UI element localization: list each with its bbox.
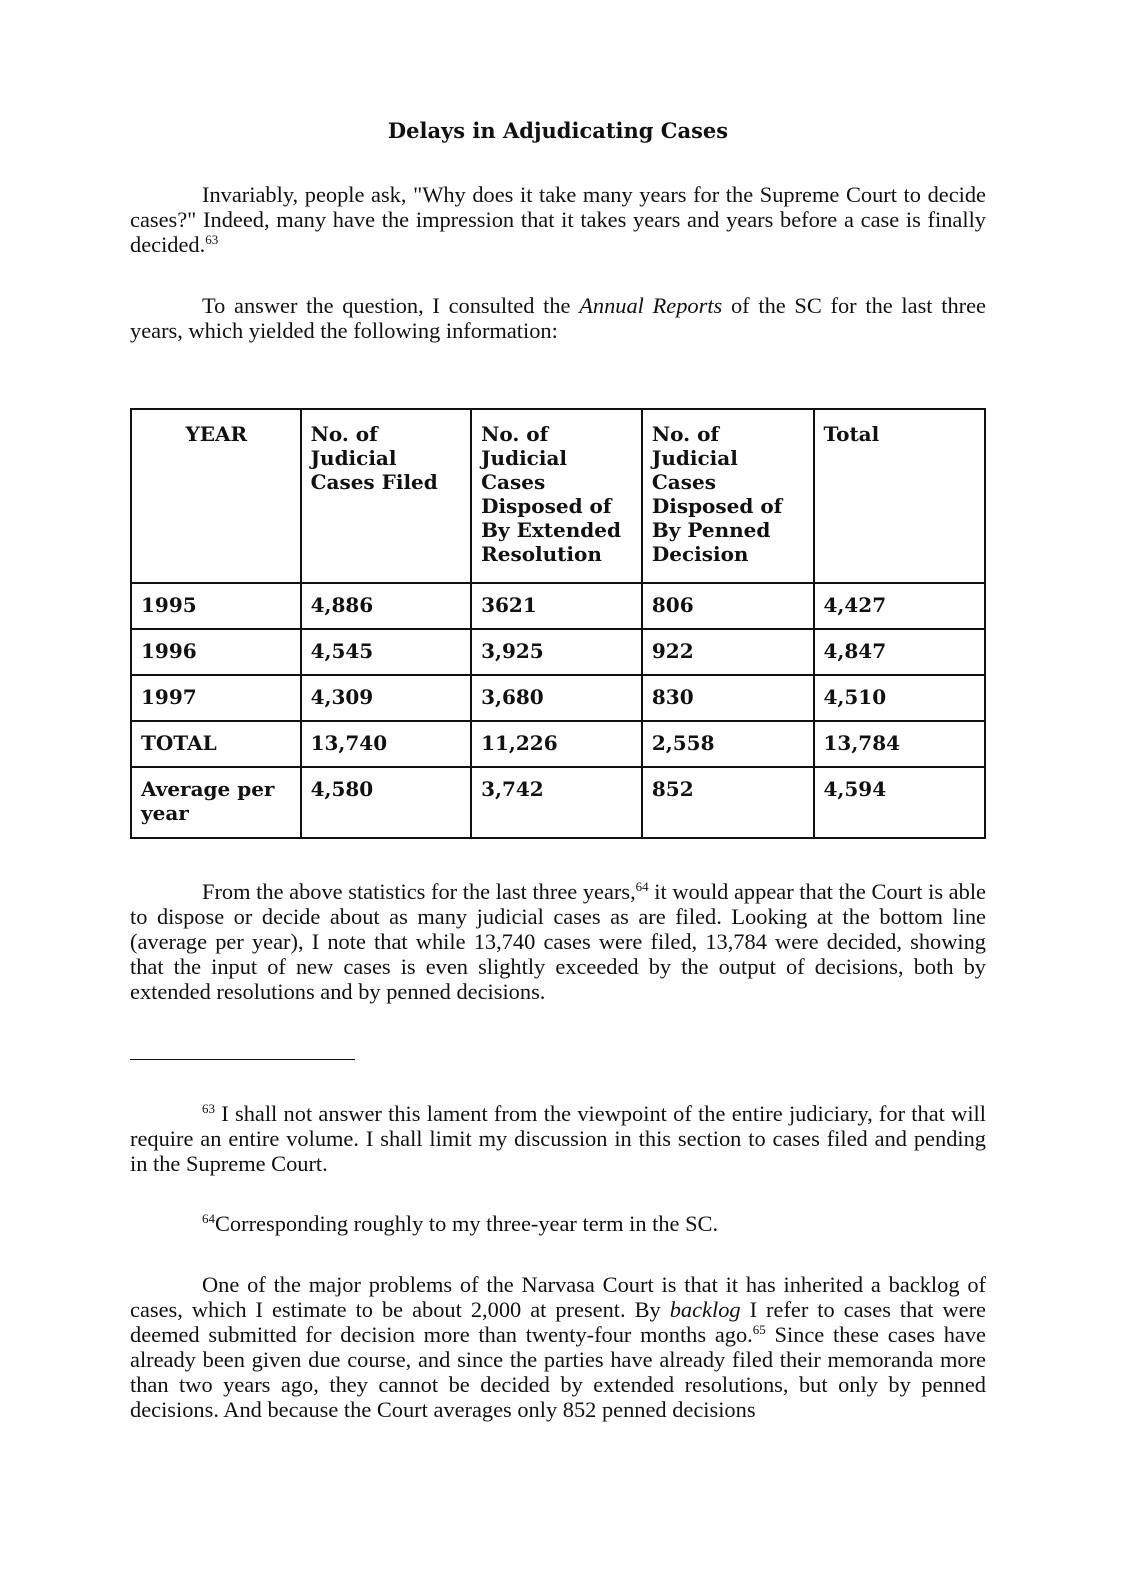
footnote-number: 64: [202, 1211, 215, 1226]
table-row-total: [131, 721, 985, 767]
table-row-average: [131, 767, 985, 838]
cell-extended: 3,680: [471, 675, 642, 721]
cell-filed: 4,886: [301, 583, 472, 629]
header-total: Total: [814, 409, 985, 583]
footnote-text: Corresponding roughly to my three-year term in the SC.: [215, 1211, 719, 1236]
backlog-term: backlog: [669, 1297, 741, 1322]
case-statistics-table: [130, 408, 986, 839]
footnote-number: 63: [202, 1101, 215, 1116]
table-row: [131, 675, 985, 721]
page-title: Delays in Adjudicating Cases: [387, 118, 729, 143]
row-year: 1997: [131, 675, 301, 721]
intro-paragraph: [130, 182, 986, 257]
cell-extended: 11,226: [471, 721, 642, 767]
cell-filed: 4,580: [301, 767, 472, 838]
analysis-paragraph: [130, 879, 986, 1004]
answer-text-before: To answer the question, I consulted the: [202, 293, 580, 318]
header-cases-filed: No. of Judicial Cases Filed: [301, 409, 472, 583]
cell-extended: 3621: [471, 583, 642, 629]
table-header-row: [131, 409, 985, 583]
footnote-ref-63[interactable]: 63: [205, 232, 219, 247]
footnote-63: [130, 1101, 986, 1176]
backlog-text-before: One of the major problems of the Narvasa Court is that it has inherited a backlog of cases, which I estimate to be about 2,000 at present. By: [130, 1272, 986, 1322]
row-label-total: TOTAL: [131, 721, 301, 767]
cell-penned: 2,558: [642, 721, 814, 767]
header-extended-resolution: No. of Judicial Cases Disposed of By Extended Resolution: [471, 409, 642, 583]
answer-text-after: of the SC for the last three years, which yielded the following information:: [130, 293, 986, 343]
footnote-64: [130, 1211, 986, 1236]
footnote-ref-65[interactable]: 65: [752, 1322, 766, 1337]
cell-penned: 852: [642, 767, 814, 838]
backlog-text-middle: I refer to cases that were deemed submitted for decision more than twenty-four months ago.: [130, 1297, 986, 1347]
cell-penned: 830: [642, 675, 814, 721]
backlog-text-after: Since these cases have already been given due course, and since the parties have already filed their memoranda more than two years ago, they cannot be decided by extended resolutions, but only by penned decisions. And because the Court averages only 852 penned decisions: [130, 1322, 986, 1422]
answer-paragraph: [130, 293, 986, 343]
cell-penned: 922: [642, 629, 814, 675]
cell-filed: 13,740: [301, 721, 472, 767]
annual-reports-title: Annual Reports: [579, 293, 723, 318]
header-penned-decision: No. of Judicial Cases Disposed of By Penned Decision: [642, 409, 814, 583]
footnote-ref-64[interactable]: 64: [635, 879, 649, 894]
cell-total: 4,510: [814, 675, 985, 721]
intro-text: Invariably, people ask, "Why does it take many years for the Supreme Court to decide cases?" Indeed, many have the impression that it takes years and years before a case is finally decided.: [130, 182, 986, 257]
analysis-text-before: From the above statistics for the last three years,: [202, 879, 636, 904]
cell-penned: 806: [642, 583, 814, 629]
cell-total: 4,847: [814, 629, 985, 675]
cell-extended: 3,742: [471, 767, 642, 838]
cell-total: 13,784: [814, 721, 985, 767]
cell-filed: 4,309: [301, 675, 472, 721]
cell-filed: 4,545: [301, 629, 472, 675]
row-year: 1995: [131, 583, 301, 629]
footnote-divider: [130, 1059, 355, 1060]
row-label-average: Average per year: [131, 767, 301, 838]
header-year: YEAR: [131, 409, 301, 583]
backlog-paragraph: [130, 1272, 986, 1422]
footnote-text: I shall not answer this lament from the viewpoint of the entire judiciary, for that will require an entire volume. I shall limit my discussion in this section to cases filed and pending in the Supreme Court.: [130, 1101, 986, 1176]
table-row: [131, 583, 985, 629]
analysis-text-after: it would appear that the Court is able to dispose or decide about as many judicial cases as are filed. Looking at the bottom line (average per year), I note that while 13,740 cases were filed, 13,784 were decided, showing that the input of new cases is even slightly exceeded by the output of decisions, both by extended resolutions and by penned decisions.: [130, 879, 986, 1004]
table-row: [131, 629, 985, 675]
cell-total: 4,427: [814, 583, 985, 629]
row-year: 1996: [131, 629, 301, 675]
cell-extended: 3,925: [471, 629, 642, 675]
cell-total: 4,594: [814, 767, 985, 838]
